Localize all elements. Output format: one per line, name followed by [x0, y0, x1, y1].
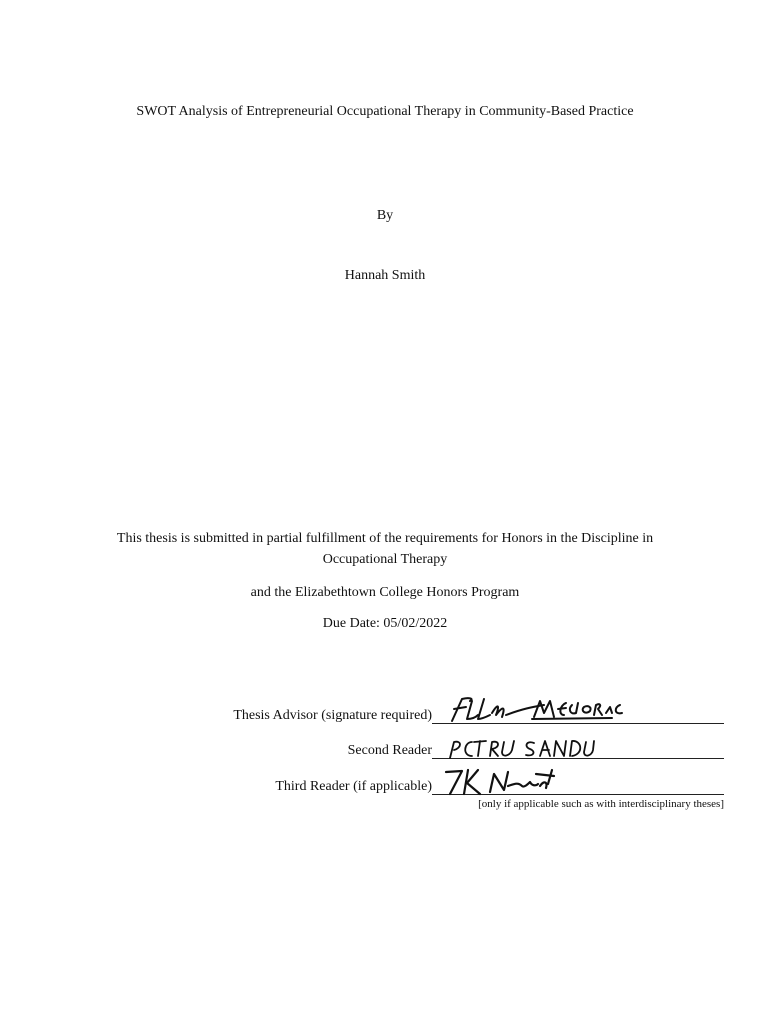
- advisor-label: Thesis Advisor (signature required): [233, 708, 432, 723]
- third-reader-label: Third Reader (if applicable): [275, 779, 432, 794]
- third-reader-note: [only if applicable such as with interdisciplinary theses]: [478, 798, 724, 810]
- second-reader-signature: [446, 736, 596, 762]
- advisor-signature: [440, 693, 630, 727]
- author-name: Hannah Smith: [344, 268, 426, 283]
- third-reader-signature: [444, 766, 564, 798]
- second-reader-label: Second Reader: [347, 743, 432, 758]
- submission-statement-line1: This thesis is submitted in partial fulfillment of the requirements for Honors in the Discipline in: [116, 531, 654, 546]
- submission-statement-line2: Occupational Therapy: [322, 552, 448, 567]
- by-label: By: [376, 208, 394, 223]
- thesis-title: SWOT Analysis of Entrepreneurial Occupational Therapy in Community-Based Practice: [136, 104, 634, 119]
- due-date: Due Date: 05/02/2022: [322, 616, 448, 631]
- honors-program-line: and the Elizabethtown College Honors Program: [250, 585, 520, 600]
